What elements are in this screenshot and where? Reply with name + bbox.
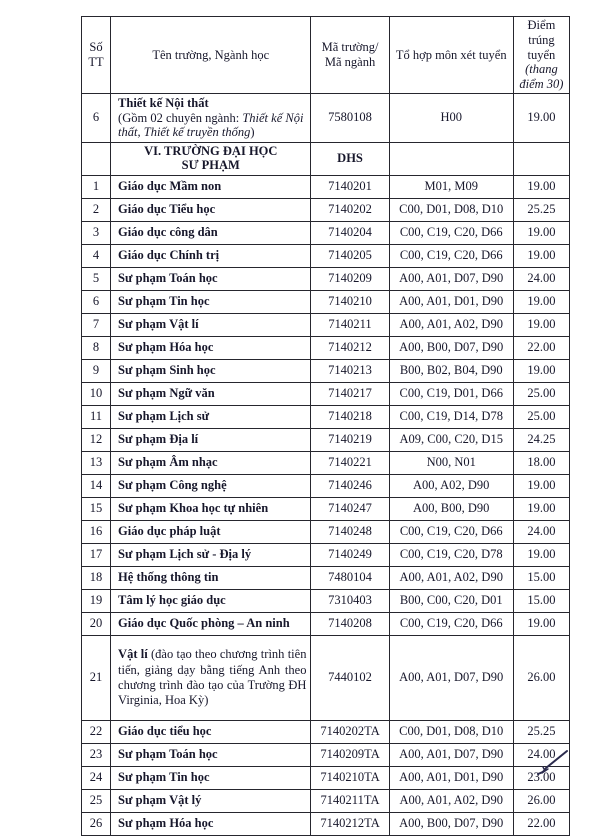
score-cell: 25.25: [513, 198, 569, 221]
code-cell: 7140202TA: [311, 720, 389, 743]
pen-stroke-mark: [533, 746, 577, 780]
combos-cell: A00, A02, D90: [389, 474, 513, 497]
name-cell: Giáo dục Chính trị: [111, 244, 311, 267]
stt-cell: 20: [82, 612, 111, 635]
score-cell: 26.00: [513, 635, 569, 720]
combos-cell: A09, C00, C20, D15: [389, 428, 513, 451]
code-cell: 7310403: [311, 589, 389, 612]
code-cell: 7140248: [311, 520, 389, 543]
score-cell: 26.00: [513, 789, 569, 812]
name-cell: Sư phạm Sinh học: [111, 359, 311, 382]
score-cell: 18.00: [513, 451, 569, 474]
header-code: [311, 17, 389, 94]
table-row: [82, 267, 570, 290]
header-score: [513, 17, 569, 94]
stt-cell: 16: [82, 520, 111, 543]
name-cell: Giáo dục Mầm non: [111, 175, 311, 198]
score-cell: 19.00: [513, 313, 569, 336]
stt-cell: 23: [82, 743, 111, 766]
major-note-italic: Thiết kế Nội thất, Thiết kế truyền thống: [118, 110, 304, 139]
score-cell: 19.00: [513, 290, 569, 313]
combos-cell: A00, B00, D07, D90: [389, 812, 513, 835]
code-cell: 7140212TA: [311, 812, 389, 835]
major-note: (đào tạo theo chương trình tiên tiến, giảng dạy bằng tiếng Anh theo chương trình đào tạo của Trường ĐH Virginia, Hoa Kỳ): [118, 647, 307, 707]
score-cell: 19.00: [513, 497, 569, 520]
major-note: (Gồm 02 chuyên ngành:: [118, 110, 243, 125]
score-cell: 15.00: [513, 566, 569, 589]
combos-cell: N00, N01: [389, 451, 513, 474]
score-cell: 19.00: [513, 221, 569, 244]
stt-cell: 12: [82, 428, 111, 451]
empty-cell: [513, 142, 569, 175]
combos-cell: A00, A01, D01, D90: [389, 290, 513, 313]
combos-cell: B00, C00, C20, D01: [389, 589, 513, 612]
stt-cell: 24: [82, 766, 111, 789]
score-cell: 23.00: [513, 766, 569, 789]
table-row: [82, 451, 570, 474]
header-score-main: Điểm trúng tuyển: [527, 18, 556, 62]
combos-cell: C00, C19, C20, D66: [389, 244, 513, 267]
table-row: [82, 198, 570, 221]
table-row: [82, 405, 570, 428]
table-row: [82, 635, 570, 720]
combos-cell: A00, A01, D07, D90: [389, 635, 513, 720]
combos-cell: C00, C19, C20, D66: [389, 612, 513, 635]
name-cell: Sư phạm Ngữ văn: [111, 382, 311, 405]
code-cell: 7580108: [311, 93, 389, 142]
combos-cell: A00, B00, D90: [389, 497, 513, 520]
name-cell: Sư phạm Công nghệ: [111, 474, 311, 497]
stt-cell: 15: [82, 497, 111, 520]
stt-cell: 14: [82, 474, 111, 497]
combos-cell: A00, A01, A02, D90: [389, 789, 513, 812]
table-row: [82, 543, 570, 566]
major-note-close: ): [250, 124, 255, 139]
code-cell: 7140217: [311, 382, 389, 405]
score-cell: 15.00: [513, 589, 569, 612]
stt-cell: 11: [82, 405, 111, 428]
table-row: [82, 497, 570, 520]
code-cell: 7140211TA: [311, 789, 389, 812]
name-cell: Giáo dục Quốc phòng – An ninh: [111, 612, 311, 635]
stt-cell: 8: [82, 336, 111, 359]
table-row: [82, 313, 570, 336]
code-cell: 7140210TA: [311, 766, 389, 789]
combos-cell: A00, A01, D07, D90: [389, 267, 513, 290]
table-row: [82, 566, 570, 589]
header-combos: Tổ hợp môn xét tuyển: [389, 17, 513, 94]
stt-cell: 3: [82, 221, 111, 244]
table-row: [82, 766, 570, 789]
header-code-line1: Mã trường/: [321, 40, 379, 55]
name-cell: Sư phạm Vật lí: [111, 313, 311, 336]
stt-cell: 22: [82, 720, 111, 743]
stt-cell: 13: [82, 451, 111, 474]
table-row: [82, 244, 570, 267]
header-score-note: (thang điểm 30): [519, 62, 564, 91]
table-row: [82, 589, 570, 612]
name-cell: Sư phạm Hóa học: [111, 812, 311, 835]
stt-cell: 9: [82, 359, 111, 382]
table-row: [82, 474, 570, 497]
name-cell: Sư phạm Toán học: [111, 267, 311, 290]
combos-cell: C00, D01, D08, D10: [389, 198, 513, 221]
score-cell: 25.25: [513, 720, 569, 743]
combos-cell: A00, A01, D07, D90: [389, 743, 513, 766]
code-cell: 7140211: [311, 313, 389, 336]
code-cell: 7140221: [311, 451, 389, 474]
code-cell: 7140209: [311, 267, 389, 290]
stt-cell: 26: [82, 812, 111, 835]
score-cell: 24.00: [513, 743, 569, 766]
name-cell: Sư phạm Tin học: [111, 766, 311, 789]
header-row: [82, 17, 570, 94]
stt-cell: 10: [82, 382, 111, 405]
code-cell: 7140202: [311, 198, 389, 221]
table-row: [82, 93, 570, 142]
table-row: [82, 520, 570, 543]
code-cell: 7140201: [311, 175, 389, 198]
combos-cell: B00, B02, B04, D90: [389, 359, 513, 382]
score-cell: 19.00: [513, 543, 569, 566]
stt-cell: 25: [82, 789, 111, 812]
name-cell: Sư phạm Hóa học: [111, 336, 311, 359]
combos-cell: C00, C19, C20, D66: [389, 221, 513, 244]
section-row: [82, 142, 570, 175]
score-cell: 24.00: [513, 520, 569, 543]
combos-cell: A00, A01, A02, D90: [389, 313, 513, 336]
section-title-cell: [111, 142, 311, 175]
combos-cell: A00, A01, A02, D90: [389, 566, 513, 589]
combos-cell: C00, C19, C20, D66: [389, 520, 513, 543]
combos-cell: A00, A01, D01, D90: [389, 766, 513, 789]
name-cell: Hệ thống thông tin: [111, 566, 311, 589]
admission-scores-table: [81, 16, 570, 836]
table-row: [82, 336, 570, 359]
code-cell: 7140212: [311, 336, 389, 359]
section-title-line1: VI. TRƯỜNG ĐẠI HỌC: [144, 144, 278, 158]
name-cell: Tâm lý học giáo dục: [111, 589, 311, 612]
table-row: [82, 812, 570, 835]
score-cell: 24.25: [513, 428, 569, 451]
code-cell: 7480104: [311, 566, 389, 589]
code-cell: 7140204: [311, 221, 389, 244]
name-cell: Sư phạm Địa lí: [111, 428, 311, 451]
code-cell: 7140210: [311, 290, 389, 313]
header-school-major: Tên trường, Ngành học: [111, 17, 311, 94]
section-code-cell: DHS: [311, 142, 389, 175]
stt-cell: 6: [82, 290, 111, 313]
combos-cell: M01, M09: [389, 175, 513, 198]
combos-cell: H00: [389, 93, 513, 142]
score-cell: 19.00: [513, 612, 569, 635]
code-cell: 7140246: [311, 474, 389, 497]
score-cell: 19.00: [513, 359, 569, 382]
code-cell: 7440102: [311, 635, 389, 720]
stt-cell: 19: [82, 589, 111, 612]
name-cell: Sư phạm Toán học: [111, 743, 311, 766]
combos-cell: C00, C19, C20, D78: [389, 543, 513, 566]
name-cell: Giáo dục Tiểu học: [111, 198, 311, 221]
table-row: [82, 175, 570, 198]
name-cell: Sư phạm Lịch sử - Địa lý: [111, 543, 311, 566]
code-cell: 7140205: [311, 244, 389, 267]
name-cell: Sư phạm Tin học: [111, 290, 311, 313]
stt-cell: 1: [82, 175, 111, 198]
code-cell: 7140249: [311, 543, 389, 566]
combos-cell: C00, C19, D14, D78: [389, 405, 513, 428]
table-row: [82, 359, 570, 382]
code-cell: 7140209TA: [311, 743, 389, 766]
table-row: [82, 382, 570, 405]
name-cell: Sư phạm Khoa học tự nhiên: [111, 497, 311, 520]
score-cell: 25.00: [513, 382, 569, 405]
major-name: Vật lí: [118, 647, 148, 662]
table-row: [82, 720, 570, 743]
score-cell: 19.00: [513, 474, 569, 497]
name-cell: Sư phạm Lịch sử: [111, 405, 311, 428]
table-row: [82, 612, 570, 635]
header-code-line2: Mã ngành: [324, 54, 376, 69]
code-cell: 7140219: [311, 428, 389, 451]
stt-cell: 7: [82, 313, 111, 336]
combos-cell: C00, C19, D01, D66: [389, 382, 513, 405]
score-cell: 25.00: [513, 405, 569, 428]
name-cell: Sư phạm Vật lý: [111, 789, 311, 812]
name-cell: Giáo dục pháp luật: [111, 520, 311, 543]
name-cell: Giáo dục tiểu học: [111, 720, 311, 743]
stt-cell: 17: [82, 543, 111, 566]
empty-cell: [389, 142, 513, 175]
score-cell: 19.00: [513, 175, 569, 198]
name-cell: Giáo dục công dân: [111, 221, 311, 244]
name-cell: [111, 93, 311, 142]
name-cell: [111, 635, 311, 720]
combos-cell: C00, D01, D08, D10: [389, 720, 513, 743]
section-title-line2: SƯ PHẠM: [181, 157, 240, 172]
name-cell: Sư phạm Âm nhạc: [111, 451, 311, 474]
code-cell: 7140208: [311, 612, 389, 635]
code-cell: 7140218: [311, 405, 389, 428]
stt-cell: 5: [82, 267, 111, 290]
major-name: Thiết kế Nội thất: [118, 96, 209, 111]
score-cell: 19.00: [513, 93, 569, 142]
score-cell: 19.00: [513, 244, 569, 267]
score-cell: 22.00: [513, 336, 569, 359]
code-cell: 7140247: [311, 497, 389, 520]
table-row: [82, 221, 570, 244]
stt-cell: 2: [82, 198, 111, 221]
code-cell: 7140213: [311, 359, 389, 382]
empty-cell: [82, 142, 111, 175]
table-row: [82, 789, 570, 812]
stt-cell: 18: [82, 566, 111, 589]
stt-cell: 4: [82, 244, 111, 267]
table-row: [82, 743, 570, 766]
score-cell: 22.00: [513, 812, 569, 835]
stt-cell: 21: [82, 635, 111, 720]
table-row: [82, 428, 570, 451]
table-row: [82, 290, 570, 313]
stt-cell: 6: [82, 93, 111, 142]
score-cell: 24.00: [513, 267, 569, 290]
header-stt: Số TT: [82, 17, 111, 94]
combos-cell: A00, B00, D07, D90: [389, 336, 513, 359]
